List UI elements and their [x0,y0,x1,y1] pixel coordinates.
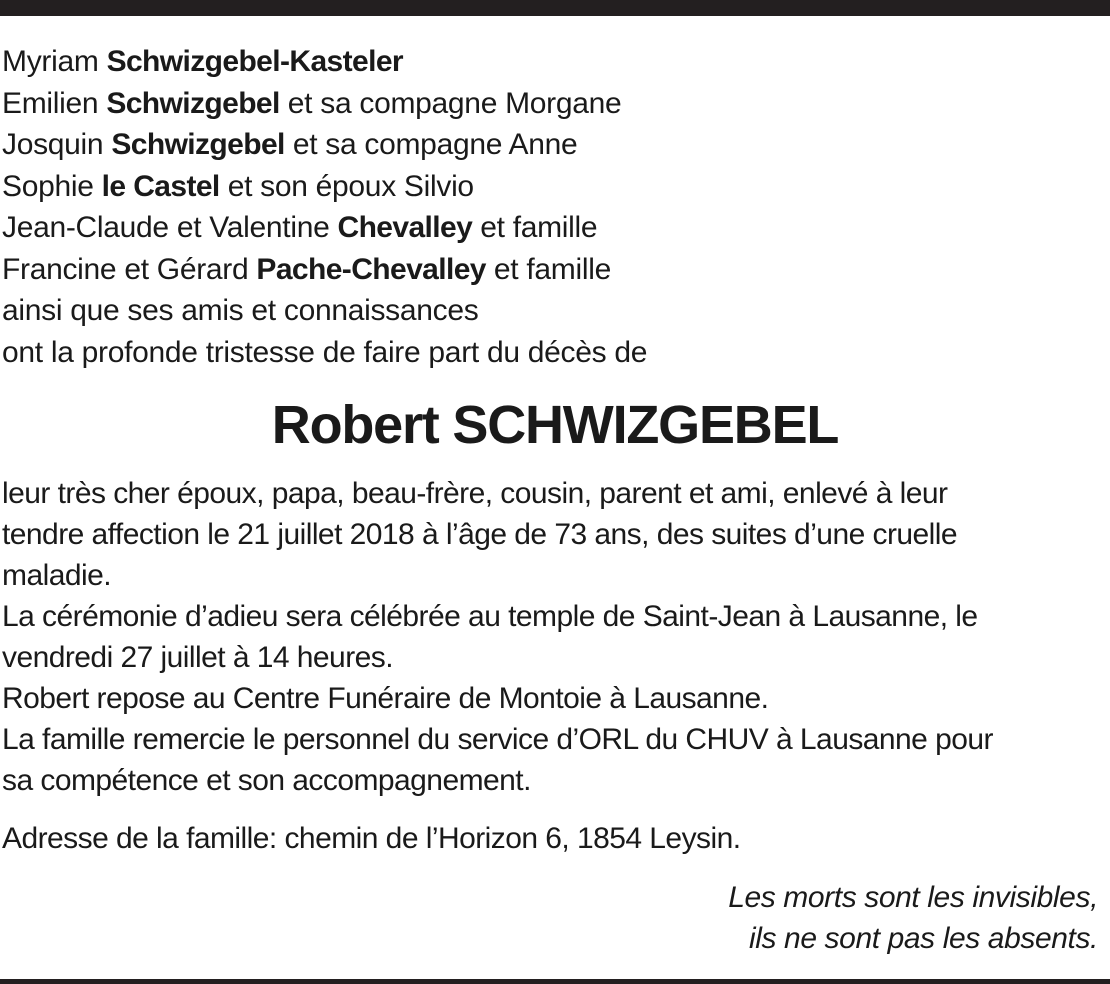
family-surname: Chevalley [337,211,473,244]
thanks-line: La famille remercie le personnel du service d’ORL du CHUV à Lausanne pour [2,723,993,756]
repose-paragraph: Robert repose au Centre Funéraire de Montoie à Lausanne. [2,682,769,715]
family-rest: et famille [472,211,598,244]
family-first: Sophie [2,169,102,203]
ceremony-line: vendredi 27 juillet à 14 heures. [2,641,394,674]
announcement-line: maladie. [2,559,111,592]
closing-quote [498,877,1098,959]
top-rule [0,0,1110,16]
announcement-line: tendre affection le 21 juillet 2018 à l’âge de 73 ans, des suites d’une cruelle [2,518,958,551]
bottom-rule [0,979,1110,984]
deceased-name: Robert SCHWIZGEBEL [271,395,839,455]
family-first: Myriam [2,45,107,78]
family-first: Jean-Claude et Valentine [2,211,338,244]
family-rest: et son époux Silvio [219,169,474,203]
family-line [2,249,1106,291]
announcement-line: leur très cher époux, papa, beau-frère, cousin, parent et ami, enlevé à leur [2,477,948,510]
intro-line: ont la profonde tristesse de faire part du décès de [2,335,648,369]
family-line [2,83,1106,125]
quote-line: ils ne sont pas les absents. [748,922,1098,955]
family-surname: Schwizgebel-Kasteler [106,45,404,78]
friends-line: ainsi que ses amis et connaissances [2,294,479,327]
family-address: Adresse de la famille: chemin de l’Horizon 6, 1854 Leysin. [2,822,741,855]
family-surname: Schwizgebel [111,128,285,161]
family-line [2,207,1106,249]
family-rest: et famille [485,252,611,286]
thanks-line: sa compétence et son accompagnement. [2,764,531,797]
family-line [2,166,1106,208]
thanks-paragraph [2,719,1106,801]
family-rest: et sa compagne Anne [284,128,578,161]
ceremony-line: La cérémonie d’adieu sera célébrée au temple de Saint-Jean à Lausanne, le [2,600,978,633]
family-list [2,41,1106,373]
family-surname: Schwizgebel [106,86,280,120]
family-line [2,41,1106,83]
announcement-paragraph [2,473,1106,596]
quote-line: Les morts sont les invisibles, [728,881,1098,914]
family-line [2,124,1106,166]
family-first: Josquin [2,128,112,161]
family-surname: Pache-Chevalley [256,252,486,286]
family-rest: et sa compagne Morgane [279,86,622,120]
family-surname: le Castel [101,169,220,203]
family-first: Francine et Gérard [2,252,257,286]
ceremony-paragraph [2,596,1106,678]
family-first: Emilien [2,86,107,120]
